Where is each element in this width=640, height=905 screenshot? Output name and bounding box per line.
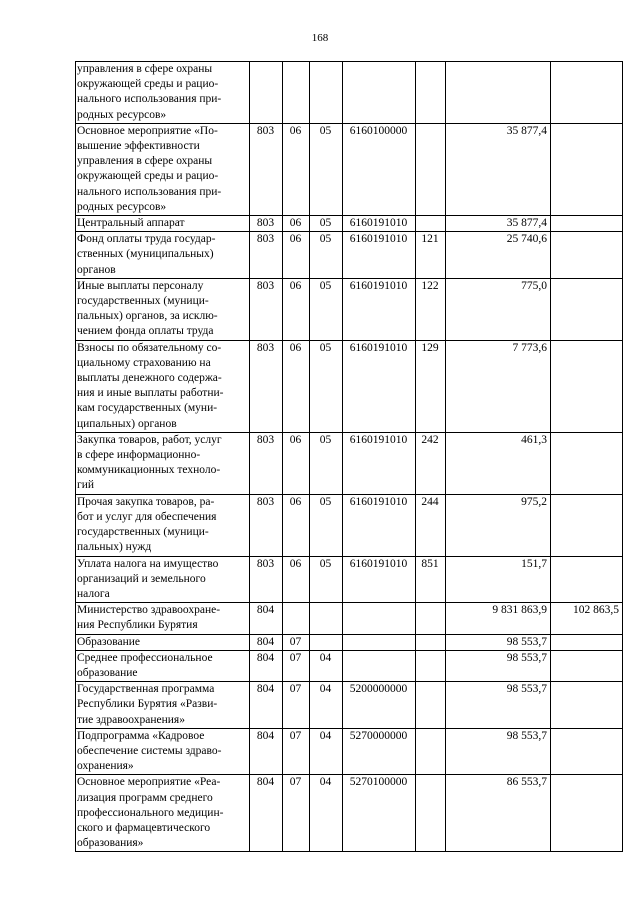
item-name-line: Основное мероприятие «Реа- bbox=[77, 776, 221, 789]
table-row bbox=[76, 650, 623, 681]
amount-secondary-cell bbox=[551, 232, 623, 279]
item-name-line: Основное мероприятие «По- bbox=[77, 124, 218, 137]
amount-cell: 7 773,6 bbox=[446, 340, 551, 432]
expense-type-cell bbox=[416, 603, 446, 634]
subsection-code-cell: 04 bbox=[310, 650, 343, 681]
amount-secondary-cell bbox=[551, 775, 623, 852]
expense-type-cell bbox=[416, 650, 446, 681]
item-name-cell bbox=[76, 232, 250, 279]
amount-cell: 9 831 863,9 bbox=[446, 603, 551, 634]
expense-type-cell: 129 bbox=[416, 340, 446, 432]
ministry-code-cell: 803 bbox=[250, 278, 283, 340]
item-name-cell bbox=[76, 682, 250, 729]
item-name-line: Образование bbox=[77, 635, 141, 648]
item-name-line: ния и иные выплаты работни- bbox=[77, 387, 224, 400]
target-article-cell: 6160191010 bbox=[343, 494, 416, 556]
item-name-line: Центральный аппарат bbox=[77, 217, 185, 230]
budget-table bbox=[75, 61, 623, 852]
item-name-line: ственных (муниципальных) bbox=[77, 248, 214, 261]
item-name-line: Иные выплаты персоналу bbox=[77, 279, 204, 292]
subsection-code-cell: 05 bbox=[310, 556, 343, 603]
item-name-line: чением фонда оплаты труда bbox=[77, 325, 214, 338]
item-name-line: Государственная программа bbox=[77, 683, 215, 696]
expense-type-cell bbox=[416, 62, 446, 124]
amount-cell: 151,7 bbox=[446, 556, 551, 603]
target-article-cell: 5200000000 bbox=[343, 682, 416, 729]
subsection-code-cell: 05 bbox=[310, 494, 343, 556]
amount-secondary-cell bbox=[551, 728, 623, 775]
target-article-cell bbox=[343, 650, 416, 681]
target-article-cell: 6160191010 bbox=[343, 340, 416, 432]
section-code-cell: 07 bbox=[283, 650, 310, 681]
item-name-line: образования» bbox=[77, 837, 144, 850]
ministry-code-cell bbox=[250, 62, 283, 124]
amount-cell: 98 553,7 bbox=[446, 650, 551, 681]
item-name-line: Уплата налога на имущество bbox=[77, 557, 219, 570]
section-code-cell: 07 bbox=[283, 728, 310, 775]
item-name-line: ния Республики Бурятия bbox=[77, 619, 198, 632]
item-name-cell bbox=[76, 775, 250, 852]
item-name-line: в сфере информационно- bbox=[77, 449, 201, 462]
expense-type-cell: 121 bbox=[416, 232, 446, 279]
item-name-cell bbox=[76, 603, 250, 634]
table-row bbox=[76, 62, 623, 124]
table-row bbox=[76, 216, 623, 232]
amount-cell: 775,0 bbox=[446, 278, 551, 340]
amount-secondary-cell bbox=[551, 432, 623, 494]
ministry-code-cell: 803 bbox=[250, 232, 283, 279]
target-article-cell: 6160100000 bbox=[343, 123, 416, 215]
item-name-line: обеспечение системы здраво- bbox=[77, 744, 222, 757]
item-name-cell bbox=[76, 216, 250, 232]
section-code-cell: 06 bbox=[283, 216, 310, 232]
table-row bbox=[76, 682, 623, 729]
table-body bbox=[76, 62, 623, 852]
ministry-code-cell: 804 bbox=[250, 775, 283, 852]
section-code-cell: 06 bbox=[283, 278, 310, 340]
target-article-cell: 5270000000 bbox=[343, 728, 416, 775]
expense-type-cell: 122 bbox=[416, 278, 446, 340]
item-name-line: ципальных) органов bbox=[77, 417, 177, 430]
item-name-line: Взносы по обязательному со- bbox=[77, 341, 222, 354]
target-article-cell: 6160191010 bbox=[343, 232, 416, 279]
subsection-code-cell: 04 bbox=[310, 775, 343, 852]
amount-secondary-cell bbox=[551, 556, 623, 603]
item-name-line: управления в сфере охраны bbox=[77, 63, 213, 75]
ministry-code-cell: 803 bbox=[250, 216, 283, 232]
table-row bbox=[76, 775, 623, 852]
item-name-cell bbox=[76, 123, 250, 215]
item-name-line: окружающей среды и рацио- bbox=[77, 78, 219, 91]
ministry-code-cell: 803 bbox=[250, 494, 283, 556]
table-row bbox=[76, 494, 623, 556]
amount-secondary-cell bbox=[551, 682, 623, 729]
subsection-code-cell: 05 bbox=[310, 278, 343, 340]
amount-secondary-cell: 102 863,5 bbox=[551, 603, 623, 634]
subsection-code-cell: 04 bbox=[310, 728, 343, 775]
ministry-code-cell: 804 bbox=[250, 634, 283, 650]
section-code-cell: 07 bbox=[283, 682, 310, 729]
amount-secondary-cell bbox=[551, 123, 623, 215]
item-name-line: образование bbox=[77, 666, 138, 679]
table-row bbox=[76, 232, 623, 279]
item-name-line: Подпрограмма «Кадровое bbox=[77, 729, 205, 742]
expense-type-cell: 851 bbox=[416, 556, 446, 603]
item-name-line: Республики Бурятия «Разви- bbox=[77, 698, 218, 711]
subsection-code-cell: 05 bbox=[310, 340, 343, 432]
subsection-code-cell bbox=[310, 62, 343, 124]
amount-cell: 975,2 bbox=[446, 494, 551, 556]
subsection-code-cell: 04 bbox=[310, 682, 343, 729]
amount-secondary-cell bbox=[551, 634, 623, 650]
expense-type-cell: 242 bbox=[416, 432, 446, 494]
ministry-code-cell: 804 bbox=[250, 728, 283, 775]
table-row bbox=[76, 432, 623, 494]
subsection-code-cell: 05 bbox=[310, 123, 343, 215]
item-name-line: охранения» bbox=[77, 760, 134, 773]
ministry-code-cell: 803 bbox=[250, 340, 283, 432]
section-code-cell: 06 bbox=[283, 340, 310, 432]
item-name-cell bbox=[76, 62, 250, 124]
subsection-code-cell: 05 bbox=[310, 216, 343, 232]
table-row bbox=[76, 556, 623, 603]
item-name-line: тие здравоохранения» bbox=[77, 713, 185, 726]
section-code-cell bbox=[283, 603, 310, 634]
item-name-line: лизация программ среднего bbox=[77, 791, 213, 804]
page-number: 168 bbox=[311, 32, 329, 44]
amount-secondary-cell bbox=[551, 650, 623, 681]
item-name-line: нального использования при- bbox=[77, 93, 222, 106]
subsection-code-cell: 05 bbox=[310, 232, 343, 279]
item-name-line: управления в сфере охраны bbox=[77, 155, 213, 168]
section-code-cell: 06 bbox=[283, 123, 310, 215]
subsection-code-cell bbox=[310, 603, 343, 634]
ministry-code-cell: 803 bbox=[250, 432, 283, 494]
section-code-cell: 06 bbox=[283, 232, 310, 279]
item-name-line: коммуникационных техноло- bbox=[77, 464, 221, 477]
amount-secondary-cell bbox=[551, 216, 623, 232]
target-article-cell: 6160191010 bbox=[343, 556, 416, 603]
amount-cell: 35 877,4 bbox=[446, 123, 551, 215]
item-name-line: Закупка товаров, работ, услуг bbox=[77, 433, 222, 446]
ministry-code-cell: 803 bbox=[250, 123, 283, 215]
section-code-cell: 06 bbox=[283, 432, 310, 494]
item-name-line: пальных) органов, за исклю- bbox=[77, 310, 218, 323]
table-row bbox=[76, 340, 623, 432]
item-name-line: профессионального медицин- bbox=[77, 806, 224, 819]
amount-cell: 98 553,7 bbox=[446, 634, 551, 650]
expense-type-cell bbox=[416, 216, 446, 232]
section-code-cell: 06 bbox=[283, 556, 310, 603]
expense-type-cell bbox=[416, 634, 446, 650]
target-article-cell: 6160191010 bbox=[343, 432, 416, 494]
amount-cell: 98 553,7 bbox=[446, 682, 551, 729]
item-name-line: нального использования при- bbox=[77, 185, 222, 198]
expense-type-cell bbox=[416, 728, 446, 775]
amount-cell: 461,3 bbox=[446, 432, 551, 494]
item-name-cell bbox=[76, 650, 250, 681]
item-name-line: выплаты денежного содержа- bbox=[77, 372, 222, 385]
table-row bbox=[76, 634, 623, 650]
target-article-cell bbox=[343, 62, 416, 124]
expense-type-cell bbox=[416, 682, 446, 729]
amount-cell: 86 553,7 bbox=[446, 775, 551, 852]
target-article-cell bbox=[343, 634, 416, 650]
item-name-cell bbox=[76, 278, 250, 340]
item-name-line: государственных (муници- bbox=[77, 526, 209, 539]
target-article-cell: 5270100000 bbox=[343, 775, 416, 852]
item-name-line: бот и услуг для обеспечения bbox=[77, 510, 217, 523]
expense-type-cell bbox=[416, 775, 446, 852]
item-name-line: кам государственных (муни- bbox=[77, 402, 218, 415]
table-row bbox=[76, 123, 623, 215]
item-name-line: родных ресурсов» bbox=[77, 200, 167, 213]
ministry-code-cell: 804 bbox=[250, 603, 283, 634]
item-name-cell bbox=[76, 634, 250, 650]
item-name-line: Прочая закупка товаров, ра- bbox=[77, 495, 215, 508]
table-row bbox=[76, 278, 623, 340]
item-name-cell bbox=[76, 556, 250, 603]
item-name-line: циальному страхованию на bbox=[77, 356, 211, 369]
item-name-line: ского и фармацевтического bbox=[77, 821, 211, 834]
item-name-line: родных ресурсов» bbox=[77, 108, 167, 121]
table-row bbox=[76, 728, 623, 775]
item-name-cell bbox=[76, 494, 250, 556]
ministry-code-cell: 803 bbox=[250, 556, 283, 603]
table-row bbox=[76, 603, 623, 634]
item-name-cell bbox=[76, 728, 250, 775]
target-article-cell: 6160191010 bbox=[343, 278, 416, 340]
item-name-line: организаций и земельного bbox=[77, 572, 206, 585]
section-code-cell: 07 bbox=[283, 634, 310, 650]
section-code-cell bbox=[283, 62, 310, 124]
amount-secondary-cell bbox=[551, 340, 623, 432]
target-article-cell bbox=[343, 603, 416, 634]
ministry-code-cell: 804 bbox=[250, 650, 283, 681]
item-name-line: гий bbox=[77, 479, 95, 492]
amount-cell: 25 740,6 bbox=[446, 232, 551, 279]
item-name-line: налога bbox=[77, 587, 110, 600]
ministry-code-cell: 804 bbox=[250, 682, 283, 729]
amount-cell: 35 877,4 bbox=[446, 216, 551, 232]
amount-secondary-cell bbox=[551, 494, 623, 556]
subsection-code-cell: 05 bbox=[310, 432, 343, 494]
item-name-cell bbox=[76, 432, 250, 494]
amount-cell bbox=[446, 62, 551, 124]
amount-secondary-cell bbox=[551, 278, 623, 340]
expense-type-cell: 244 bbox=[416, 494, 446, 556]
item-name-line: пальных) нужд bbox=[77, 541, 152, 554]
amount-cell: 98 553,7 bbox=[446, 728, 551, 775]
expense-type-cell bbox=[416, 123, 446, 215]
item-name-line: Министерство здравоохране- bbox=[77, 604, 221, 617]
item-name-line: вышение эффективности bbox=[77, 140, 200, 153]
item-name-line: органов bbox=[77, 263, 116, 276]
item-name-line: Фонд оплаты труда государ- bbox=[77, 233, 216, 246]
subsection-code-cell bbox=[310, 634, 343, 650]
section-code-cell: 06 bbox=[283, 494, 310, 556]
item-name-line: окружающей среды и рацио- bbox=[77, 170, 219, 183]
section-code-cell: 07 bbox=[283, 775, 310, 852]
item-name-line: Среднее профессиональное bbox=[77, 651, 213, 664]
target-article-cell: 6160191010 bbox=[343, 216, 416, 232]
item-name-line: государственных (муници- bbox=[77, 295, 209, 308]
item-name-cell bbox=[76, 340, 250, 432]
amount-secondary-cell bbox=[551, 62, 623, 124]
